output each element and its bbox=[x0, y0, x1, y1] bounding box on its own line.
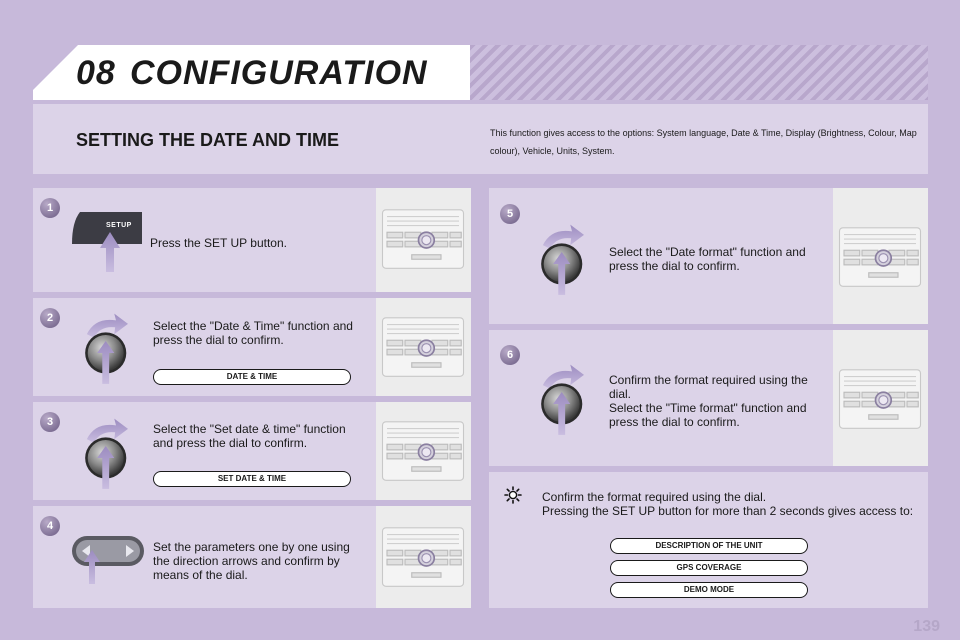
step-5-text: Select the "Date format" function and press the dial to confirm. bbox=[609, 245, 806, 273]
tip-text bbox=[542, 490, 922, 518]
chapter-number: 08 bbox=[76, 54, 116, 92]
step-number-1: 1 bbox=[40, 198, 60, 218]
step-number-5: 5 bbox=[500, 204, 520, 224]
step-6-text bbox=[609, 373, 824, 429]
setup-button-label: SETUP bbox=[106, 222, 132, 229]
radio-panel-icon bbox=[378, 312, 468, 382]
radio-panel-icon bbox=[835, 364, 925, 434]
description-of-unit-pill: DESCRIPTION OF THE UNIT bbox=[610, 538, 808, 554]
sun-icon bbox=[504, 486, 522, 509]
step-6-line-2: Select the "Time format" function and press the dial to confirm. bbox=[609, 401, 807, 429]
step-number-4: 4 bbox=[40, 516, 60, 536]
radio-photo bbox=[833, 330, 928, 466]
step-2-text: Select the "Date & Time" function and press the dial to confirm. bbox=[153, 319, 353, 347]
radio-photo bbox=[376, 188, 471, 292]
step-number-2: 2 bbox=[40, 308, 60, 328]
radio-photo bbox=[376, 298, 471, 396]
section-title: SETTING THE DATE AND TIME bbox=[76, 130, 339, 150]
radio-photo bbox=[376, 506, 471, 608]
radio-panel-icon bbox=[378, 522, 468, 592]
tip-line-2: Pressing the SET UP button for more than 2 seconds gives access to: bbox=[542, 504, 914, 518]
tip-line-1: Confirm the format required using the dial. bbox=[542, 490, 767, 504]
dial-icon bbox=[80, 305, 140, 394]
radio-photo bbox=[833, 188, 928, 324]
radio-panel-icon bbox=[835, 222, 925, 292]
radio-panel-icon bbox=[378, 204, 468, 274]
dial-icon bbox=[536, 356, 596, 445]
dial-icon bbox=[536, 216, 596, 305]
dial-icon bbox=[80, 410, 140, 499]
gps-coverage-pill: GPS COVERAGE bbox=[610, 560, 808, 576]
set-date-time-menu-pill: SET DATE & TIME bbox=[153, 471, 351, 487]
step-number-6: 6 bbox=[500, 345, 520, 365]
direction-pad-icon bbox=[70, 528, 150, 591]
step-number-3: 3 bbox=[40, 412, 60, 432]
demo-mode-pill: DEMO MODE bbox=[610, 582, 808, 598]
intro-text: This function gives access to the options: System language, Date & Time, Display (Brightness, Colour, Map colour), Vehicle, Units, System. bbox=[490, 128, 917, 156]
step-6-line-1: Confirm the format required using the dial. bbox=[609, 373, 808, 401]
chapter-title: CONFIGURATION bbox=[130, 54, 428, 92]
step-3-text: Select the "Set date & time" function and press the dial to confirm. bbox=[153, 422, 346, 450]
page-number: 139 bbox=[913, 618, 940, 635]
setup-button-icon bbox=[72, 208, 144, 279]
header-stripes bbox=[470, 45, 928, 100]
step-4-text: Set the parameters one by one using the direction arrows and confirm by means of the dial. bbox=[153, 540, 350, 582]
date-time-menu-pill: DATE & TIME bbox=[153, 369, 351, 385]
radio-photo bbox=[376, 402, 471, 500]
step-1-text: Press the SET UP button. bbox=[150, 236, 287, 250]
radio-panel-icon bbox=[378, 416, 468, 486]
